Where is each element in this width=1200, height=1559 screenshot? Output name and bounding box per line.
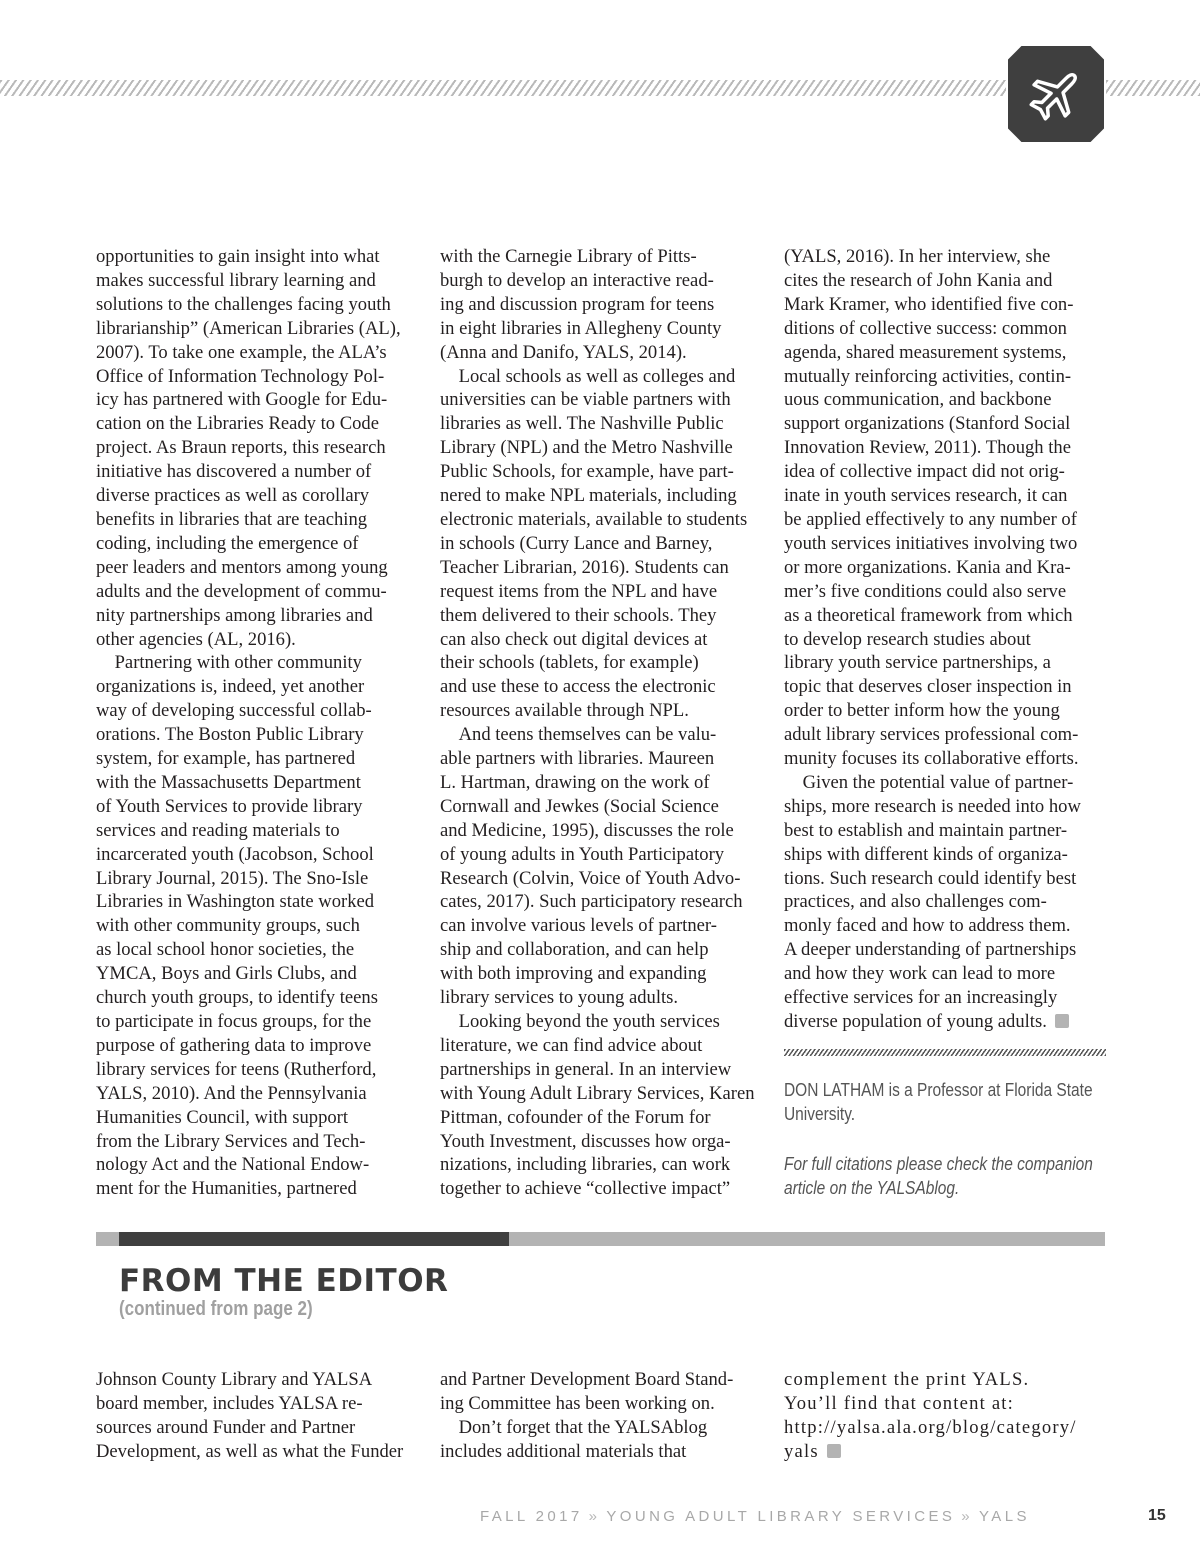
text-line: organizations is, indeed, yet another (96, 676, 365, 698)
text-line: and how they work can lead to more (784, 963, 1056, 985)
text-line: Library (NPL) and the Metro Nashville (440, 437, 733, 459)
text-line: order to better inform how the young (784, 700, 1060, 722)
text-line: Johnson County Library and YALSA (96, 1369, 373, 1390)
text-line: cites the research of John Kania and (784, 269, 1053, 291)
text-line-last (784, 1440, 1077, 1464)
text-line: cation on the Libraries Ready to Code (96, 413, 379, 435)
text-line: them delivered to their schools. They (440, 604, 717, 626)
text-line: tions. Such research could identify best (784, 867, 1077, 889)
section-title: FROM THE EDITOR (119, 1263, 449, 1299)
text-line: Don’t forget that the YALSAblog (440, 1416, 708, 1438)
text-line: ing Committee has been working on. (440, 1392, 715, 1414)
text-line: or more organizations. Kania and Kra- (784, 556, 1071, 578)
text-line: resources available through NPL. (440, 700, 689, 722)
text-line: literature, we can find advice about (440, 1034, 703, 1056)
text-line: ment for the Humanities, partnered (96, 1178, 357, 1200)
text-line: Pittman, cofounder of the Forum for (440, 1106, 711, 1128)
text-line: nizations, including libraries, can work (440, 1154, 731, 1176)
editor-column-1 (96, 1368, 403, 1464)
text-line: nered to make NPL materials, including (440, 485, 737, 507)
text-line: library services to young adults. (440, 987, 679, 1009)
text-line: library services for teens (Rutherford, (96, 1058, 377, 1080)
text-line: Partnering with other community (96, 652, 362, 674)
text-line: Humanities Council, with support (96, 1106, 349, 1128)
text-line: Looking beyond the youth services (440, 1011, 720, 1032)
text-line: complement the print YALS. (784, 1369, 1030, 1390)
text-line: incarcerated youth (Jacobson, School (96, 843, 374, 865)
text-line: best to establish and maintain partner- (784, 819, 1068, 841)
text-line: their schools (tablets, for example) (440, 652, 699, 674)
text-line: ships with different kinds of organiza- (784, 843, 1068, 865)
text-line: munity focuses its collaborative efforts. (784, 748, 1079, 770)
text-line: Development, as well as what the Funder (96, 1440, 404, 1462)
text-line: library youth service partnerships, a (784, 652, 1051, 674)
editor-section-bar (96, 1232, 1105, 1246)
footer-publication: YOUNG ADULT LIBRARY SERVICES (606, 1508, 956, 1525)
text-line: Teacher Librarian, 2016). Students can (440, 556, 729, 578)
text-line: ships, more research is needed into how (784, 795, 1081, 817)
text-line: sources around Funder and Partner (96, 1416, 356, 1438)
text-line: Research (Colvin, Voice of Youth Advo- (440, 867, 741, 889)
text-line: Cornwall and Jewkes (Social Science (440, 795, 719, 817)
text-line: ing and discussion program for teens (440, 293, 715, 315)
text-line: nity partnerships among libraries and (96, 604, 373, 626)
text-line: from the Library Services and Tech- (96, 1130, 366, 1152)
text-line: idea of collective impact did not orig- (784, 461, 1065, 483)
text-line: Youth Investment, discusses how orga- (440, 1130, 731, 1152)
end-square-icon (1055, 1014, 1069, 1028)
text-line: support organizations (Stanford Social (784, 413, 1071, 435)
editor-column-2 (440, 1368, 733, 1464)
text-line: purpose of gathering data to improve (96, 1034, 372, 1056)
text-line: effective services for an increasingly (784, 987, 1058, 1009)
citation-note-line: For full citations please check the companion (784, 1154, 1093, 1174)
text-line: And teens themselves can be valu- (440, 724, 717, 746)
text-line: A deeper understanding of partnerships (784, 939, 1077, 961)
author-bio-line: University. (784, 1104, 856, 1124)
article-column-3 (784, 245, 1114, 1034)
text-line: L. Hartman, drawing on the work of (440, 771, 710, 793)
footer-season: FALL 2017 (480, 1508, 583, 1525)
author-bio-line: DON LATHAM is a Professor at Florida State (784, 1080, 1093, 1100)
text-line: youth services initiatives involving two (784, 532, 1078, 554)
text-line-last (784, 1010, 1114, 1034)
text-line: in schools (Curry Lance and Barney, (440, 532, 713, 554)
text-line: request items from the NPL and have (440, 580, 718, 602)
text-line: and Partner Development Board Stand- (440, 1369, 734, 1390)
text-line: includes additional materials that (440, 1440, 687, 1462)
text-line: Mark Kramer, who identified five con- (784, 293, 1074, 315)
text-line-content: diverse population of young adults. (784, 1011, 1047, 1032)
footer-abbrev: YALS (979, 1508, 1030, 1525)
text-line: You’ll find that content at: (784, 1392, 1015, 1414)
text-line: partnerships in general. In an interview (440, 1058, 732, 1080)
text-line: initiative has discovered a number of (96, 461, 372, 483)
text-line: Libraries in Washington state worked (96, 891, 375, 913)
text-line: as local school honor societies, the (96, 939, 355, 961)
text-line: Public Schools, for example, have part- (440, 461, 734, 483)
text-line: peer leaders and mentors among young (96, 556, 388, 578)
text-line: icy has partnered with Google for Edu- (96, 389, 388, 411)
article-column-1 (96, 245, 426, 1201)
text-line: universities can be viable partners with (440, 389, 731, 411)
text-line: libraries as well. The Nashville Public (440, 413, 724, 435)
text-line: able partners with libraries. Maureen (440, 748, 715, 770)
text-line: (YALS, 2016). In her interview, she (784, 246, 1051, 267)
text-line: topic that deserves closer inspection in (784, 676, 1072, 698)
text-line: of Youth Services to provide library (96, 795, 363, 817)
text-line: coding, including the emergence of (96, 532, 359, 554)
text-line: other agencies (AL, 2016). (96, 628, 296, 650)
text-line: cates, 2017). Such participatory research (440, 891, 743, 913)
text-line: with Young Adult Library Services, Karen (440, 1082, 755, 1104)
text-line: with other community groups, such (96, 915, 360, 937)
footer-separator: » (961, 1508, 974, 1525)
text-line: uous communication, and backbone (784, 389, 1052, 411)
running-footer (480, 1507, 1110, 1527)
text-line: Local schools as well as colleges and (440, 365, 736, 387)
text-line: project. As Braun reports, this research (96, 437, 386, 459)
end-square-icon (827, 1444, 841, 1458)
text-line: ship and collaboration, and can help (440, 939, 709, 961)
bio-divider (784, 1049, 1106, 1056)
text-line: YMCA, Boys and Girls Clubs, and (96, 963, 357, 985)
text-line: to participate in focus groups, for the (96, 1011, 372, 1032)
text-line: adults and the development of commu- (96, 580, 387, 602)
text-line: with the Carnegie Library of Pitts- (440, 246, 697, 267)
text-line: agenda, shared measurement systems, (784, 341, 1067, 363)
text-line: (Anna and Danifo, YALS, 2014). (440, 341, 687, 363)
text-line: can involve various levels of partner- (440, 915, 717, 937)
airplane-icon (1026, 64, 1086, 124)
text-line: http://yalsa.ala.org/blog/category/ (784, 1416, 1077, 1438)
text-line: electronic materials, available to students (440, 508, 748, 530)
text-line: orations. The Boston Public Library (96, 724, 364, 746)
footer-separator: » (588, 1508, 601, 1525)
text-line: librarianship” (American Libraries (AL), (96, 317, 401, 339)
text-line: be applied effectively to any number of (784, 508, 1077, 530)
text-line: with the Massachusetts Department (96, 771, 361, 793)
text-line: practices, and also challenges com- (784, 891, 1047, 913)
section-badge (1006, 46, 1106, 142)
text-line: services and reading materials to (96, 819, 340, 841)
text-line: makes successful library learning and (96, 269, 376, 291)
text-line: opportunities to gain insight into what (96, 246, 380, 267)
text-line: benefits in libraries that are teaching (96, 508, 368, 530)
editor-column-3 (784, 1368, 1077, 1464)
text-line: and Medicine, 1995), discusses the role (440, 819, 734, 841)
citation-note-line: article on the YALSAblog. (784, 1178, 960, 1198)
text-line: mutually reinforcing activities, contin- (784, 365, 1072, 387)
text-line: together to achieve “collective impact” (440, 1178, 731, 1200)
text-line: Office of Information Technology Pol- (96, 365, 385, 387)
text-line: Innovation Review, 2011). Though the (784, 437, 1071, 459)
article-column-2 (440, 245, 770, 1201)
text-line: to develop research studies about (784, 628, 1031, 650)
text-line: church youth groups, to identify teens (96, 987, 378, 1009)
text-line: 2007). To take one example, the ALA’s (96, 341, 387, 363)
text-line: nology Act and the National Endow- (96, 1154, 370, 1176)
page-number: 15 (1148, 1507, 1166, 1524)
text-line-content: yals (784, 1440, 819, 1462)
author-bio (784, 1078, 1093, 1200)
text-line: YALS, 2010). And the Pennsylvania (96, 1082, 367, 1104)
text-line: of young adults in Youth Participatory (440, 843, 725, 865)
text-line: inate in youth services research, it can (784, 485, 1068, 507)
text-line: solutions to the challenges facing youth (96, 293, 391, 315)
text-line: and use these to access the electronic (440, 676, 716, 698)
editor-bar-accent (119, 1232, 509, 1246)
text-line: in eight libraries in Allegheny County (440, 317, 722, 339)
text-line: mer’s five conditions could also serve (784, 580, 1067, 602)
text-line: monly faced and how to address them. (784, 915, 1071, 937)
text-line: Library Journal, 2015). The Sno-Isle (96, 867, 369, 889)
text-line: system, for example, has partnered (96, 748, 356, 770)
text-line: burgh to develop an interactive read- (440, 269, 714, 291)
text-line: way of developing successful collab- (96, 700, 372, 722)
text-line: ditions of collective success: common (784, 317, 1067, 339)
text-line: diverse practices as well as corollary (96, 485, 370, 507)
text-line: adult library services professional com- (784, 724, 1079, 746)
text-line: with both improving and expanding (440, 963, 707, 985)
text-line: can also check out digital devices at (440, 628, 708, 650)
text-line: board member, includes YALSA re- (96, 1392, 363, 1414)
text-line: as a theoretical framework from which (784, 604, 1073, 626)
text-line: Given the potential value of partner- (784, 771, 1074, 793)
section-subtitle: (continued from page 2) (119, 1298, 313, 1320)
